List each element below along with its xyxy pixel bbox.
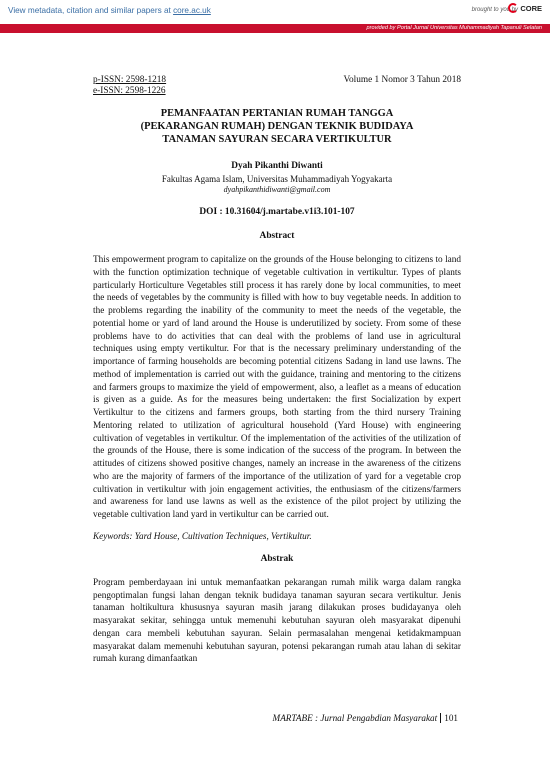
provided-by-text[interactable]: provided by Portal Jurnal Universitas Muhammadiyah Tapanuli Selatan [366,25,542,31]
paper-page [93,75,461,666]
core-ac-uk-link[interactable]: core.ac.uk [173,6,211,15]
title-line: TANAMAN SAYURAN SECARA VERTIKULTUR [162,134,392,145]
title-line: (PEKARANGAN RUMAH) DENGAN TEKNIK BUDIDAYA [140,121,414,132]
core-logo[interactable] [508,3,542,13]
journal-name: MARTABE : Jurnal Pengabdian Masyarakat [272,713,438,723]
page-number: 101 [440,713,458,723]
volume-info: Volume 1 Nomor 3 Tahun 2018 [343,75,461,85]
p-issn[interactable]: p-ISSN: 2598-1218 [93,75,167,85]
paper-title [93,107,461,146]
metadata-link[interactable] [8,6,211,15]
page-footer [273,713,458,723]
abstract-heading: Abstract [259,231,295,241]
author-name: Dyah Pikanthi Diwanti [231,161,323,171]
abstract-text: This empowerment program to capitalize on the grounds of the House belonging to citizens to land with the function optimization technique of vegetable cultivation in vertikultur. Types of plants particularly Horticulture Vegetables still process it has rarely done by local communities, to meet the needs of vegetables by the community is filled with how to buy vegetable needs. In addition to the problems regarding the inability of the community to meet the needs of the vegetable, the potential home or yard of land around the House is underutilized by society. From some of these problems have to do activities that can deal with the problems of land use in agricultural techniques using empty vertikultur. For that is the necessary preliminary understanding of the importance of farming households are becoming potential citizens Sadang in land use lawns. The method of implementation is carried out with the guidance, training and mentoring to the citizens and farmers groups to maximize the yield of empowerment, also, a leaflet as a means of education is given as a guide. As for the measures being undertaken: the first Socialization by expert Vertikultur to the citizens and farmers groups, both starting from the third nursery Training Mentoring related to utilization of agricultural household (Yard House) with engineering cultivation of vegetables in vertikultur. Of the implementation of the activities of the utilization of the grounds of the House, there is some indication of the success of the program. In between the attitudes of citizens showed positive changes, namely an increase in the awareness of the citizens who are the majority of farmers of the importance of the utilization of yard for a vegetable crop cultivation in vertikultur with join engagement activities, the enthusiasm of the citizens/farmers and awareness for land use lawns as well as the existence of the pilot project by utilizing the vegetable cultivation land yard in vertikultur can be carried out. [93,255,461,520]
title-line: PEMANFAATAN PERTANIAN RUMAH TANGGA [160,108,394,119]
author-email: dyahpikanthidiwanti@gmail.com [223,185,331,194]
abstrak-text: Program pemberdayaan ini untuk memanfaatkan pekarangan rumah milik warga dalam rangka pengoptimalan fungsi lahan dengan teknik budidaya tanaman sayuran secara vertikultur. Jenis tanaman holtikultura khususnya sayuran masih jarang dilakukan proses budidayanya oleh masyarakat sekitar, sehingga untuk memenuhi kebutuhan sayuran oleh masyarakat dipenuhi dengan cara membeli kebutuhan sayuran. Selain permasalahan mengenai ketidakmampuan masyarakat dalam memenuhi kebutuhan sayuran, potensi pekarangan rumah atau lahan di sekitar rumah kurang dimanfaatkan [93,577,461,665]
doi: DOI : 10.31604/j.martabe.v1i3.101-107 [199,207,355,217]
core-c-icon [508,3,518,13]
core-logo-text: CORE [520,3,542,13]
issn-header [93,75,461,101]
affiliation: Fakultas Agama Islam, Universitas Muhammadiyah Yogyakarta [161,174,393,184]
abstrak-heading: Abstrak [260,553,294,564]
e-issn[interactable]: e-ISSN: 2598-1226 [93,86,166,96]
core-top-bar [0,0,550,26]
keywords: Keywords: Yard House, Cultivation Techniques, Vertikultur. [93,530,312,541]
brought-to-you-text: brought to you by [471,7,518,13]
provider-bar [0,24,550,33]
metadata-text: View metadata, citation and similar papers at [8,6,171,15]
